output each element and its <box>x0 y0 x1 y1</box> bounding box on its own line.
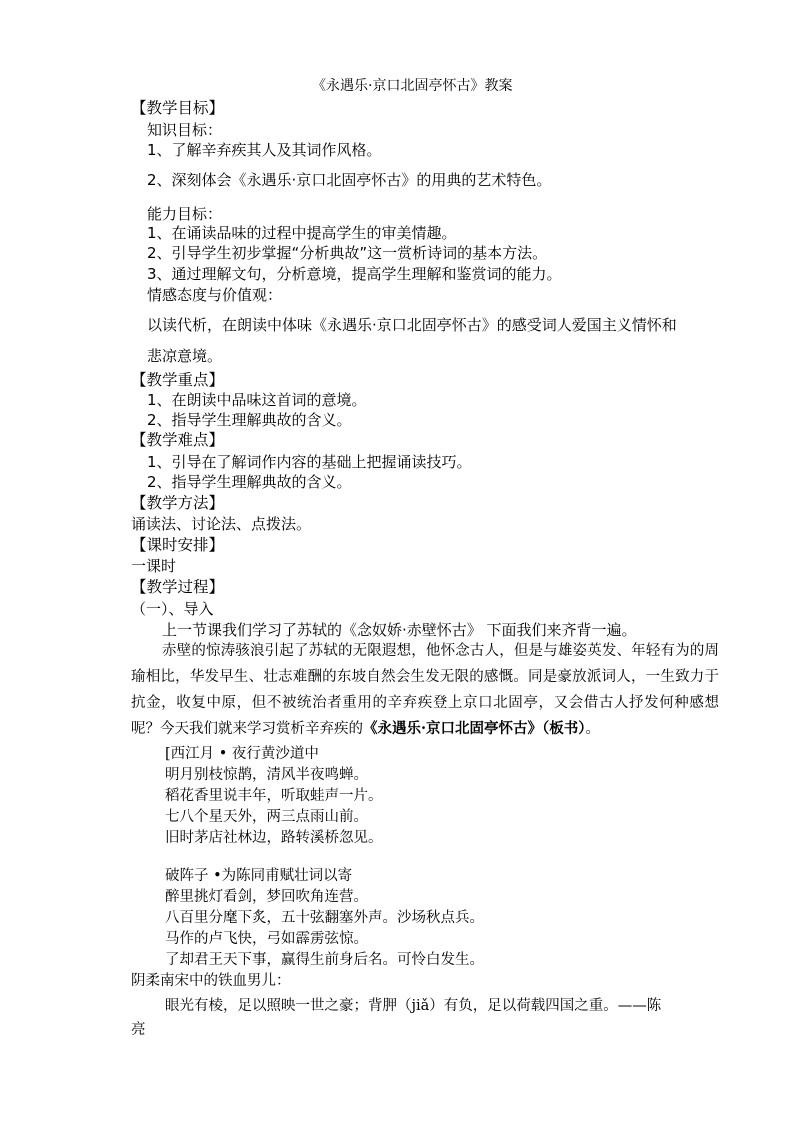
poem1-line-4: 七八个星天外，两三点雨山前。 <box>165 809 368 825</box>
difficulty-item-1: 1、引导在了解词作内容的基础上把握诵读技巧。 <box>147 453 472 471</box>
section-heading-process: 【教学过程】 <box>131 578 225 596</box>
quote-line-2: 亮 <box>131 1022 146 1038</box>
ability-item-2: 2、引导学生初步掌握“分析典故”这一赏析诗词的基本方法。 <box>147 244 548 262</box>
intro-line: 上一节课我们学习了苏轼的《念奴娇·赤壁怀古》 下面我们来齐背一遍。 <box>162 621 637 639</box>
ability-label: 能力目标： <box>147 205 223 223</box>
poem1-line-1: [西江月 • 夜行黄沙道中 <box>165 746 319 762</box>
intro-label: （一）、导入 <box>131 600 214 618</box>
intro-paragraph-text: 赤壁的惊涛骇浪引起了苏轼的无限遐想，他怀念古人，但是与雄姿英发、年轻有为的周瑜相比，华发早生、壮志难酬的东坡自然会生发无限的感慨。同是豪放派词人，一生致力于抗金，收复中原，但不被统治者重用的辛弃疾登上京口北固亭，又会借古人抒发何种感想呢？今天我们就来学习赏析辛弃疾的 <box>131 643 719 737</box>
ability-item-3: 3、通过理解文句，分析意境，提高学生理解和鉴赏词的能力。 <box>147 265 562 283</box>
intro-paragraph-bold: 《永遇乐·京口北固亭怀古》（板书） <box>363 720 586 737</box>
knowledge-label: 知识目标： <box>147 121 223 139</box>
methods-text: 诵读法、讨论法、点拨法。 <box>131 515 312 533</box>
poem2-line-1: 破阵子 •为陈同甫赋壮词以寄 <box>165 868 353 884</box>
key-point-item-1: 1、在朗读中品味这首词的意境。 <box>147 391 367 409</box>
section-heading-key-points: 【教学重点】 <box>131 371 225 389</box>
section-heading-objectives: 【教学目标】 <box>131 99 225 117</box>
poem2-line-4: 马作的卢飞快，弓如霹雳弦惊。 <box>165 931 368 947</box>
difficulty-item-2: 2、指导学生理解典故的含义。 <box>147 473 352 491</box>
poem1-line-5: 旧时茅店社林边，路转溪桥忽见。 <box>165 830 383 846</box>
knowledge-item-1: 1、了解辛弃疾其人及其词作风格。 <box>147 141 382 159</box>
ability-item-1: 1、在诵读品味的过程中提高学生的审美情趣。 <box>147 224 457 242</box>
intro-paragraph-end: 。 <box>585 721 601 737</box>
document-title: 《永遇乐·京口北固亭怀古》教案 <box>312 78 513 94</box>
section-heading-methods: 【教学方法】 <box>131 494 225 512</box>
knowledge-item-2: 2、深刻体会《永遇乐·京口北固亭怀古》的用典的艺术特色。 <box>147 171 552 189</box>
poem1-line-3: 稻花香里说丰年，听取蛙声一片。 <box>165 788 383 804</box>
poem2-line-2: 醉里挑灯看剑，梦回吹角连营。 <box>165 889 368 905</box>
key-point-item-2: 2、指导学生理解典故的含义。 <box>147 411 352 429</box>
poem1-line-2: 明月别枝惊鹊，清风半夜鸣蝉。 <box>165 767 368 783</box>
section-heading-difficulties: 【教学难点】 <box>131 431 225 449</box>
emotion-label: 情感态度与价值观： <box>147 286 283 304</box>
quote-line-1: 眼光有棱，足以照映一世之豪；背胛（jiǎ）有负，足以荷载四国之重。——陈 <box>165 998 662 1014</box>
poem2-line-5: 了却君王天下事，赢得生前身后名。可怜白发生。 <box>165 952 484 968</box>
emotion-text-line-2: 悲凉意境。 <box>147 347 223 365</box>
section-heading-schedule: 【课时安排】 <box>131 536 225 554</box>
intro-paragraph <box>131 638 719 742</box>
southern-song-heading: 阴柔南宋中的铁血男儿： <box>131 973 291 989</box>
poem2-line-3: 八百里分麾下炙，五十弦翻塞外声。沙场秋点兵。 <box>165 910 484 926</box>
schedule-text: 一课时 <box>131 557 177 575</box>
emotion-text-line-1: 以读代析，在朗读中体味《永遇乐·京口北固亭怀古》的感受词人爱国主义情怀和 <box>147 316 677 334</box>
